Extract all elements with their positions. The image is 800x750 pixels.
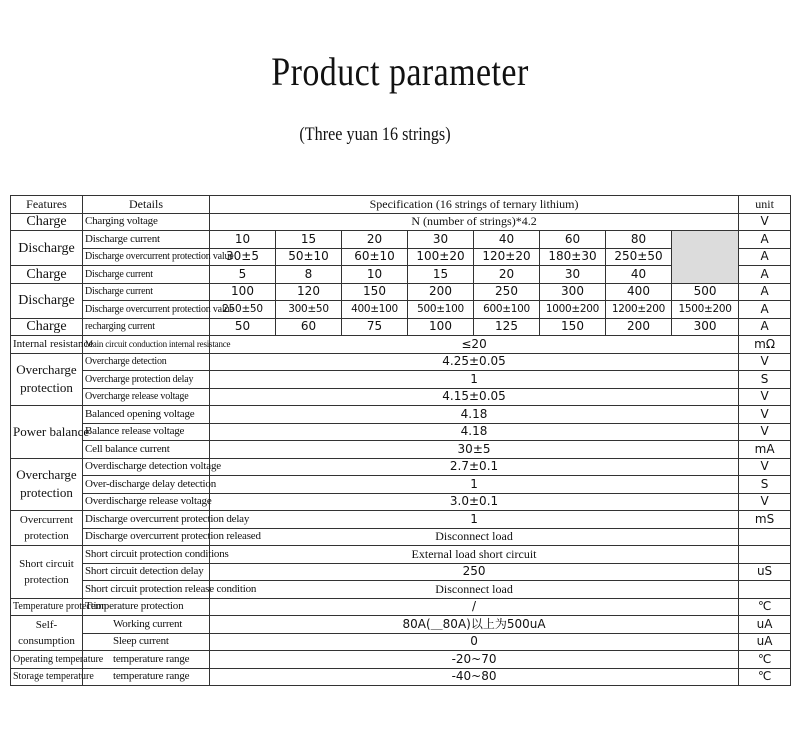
- unit-cell: [739, 581, 791, 599]
- value-cell: 5: [210, 266, 276, 284]
- detail-cell: Balance release voltage: [83, 423, 210, 441]
- value-cell: 300: [540, 283, 606, 301]
- feature-internal-resistance: Internal resistance: [11, 336, 83, 354]
- feature-charge: Charge: [11, 318, 83, 336]
- value-cell: 200: [408, 283, 474, 301]
- value-cell: 20: [342, 231, 408, 249]
- value-cell: 500: [672, 283, 739, 301]
- value-cell: 600±100: [474, 301, 540, 319]
- value-cell: 250±50: [606, 248, 672, 266]
- feature-self-consumption: Self-consumption: [11, 616, 83, 651]
- table-row: [11, 353, 791, 371]
- table-row: [11, 511, 791, 529]
- table-row: [11, 546, 791, 564]
- feature-charge: Charge: [11, 213, 83, 231]
- empty-shaded-cell: [672, 231, 739, 284]
- value-cell: 120: [276, 283, 342, 301]
- unit-cell: ℃: [739, 651, 791, 669]
- detail-cell: Temperature protection: [83, 598, 210, 616]
- value-cell: External load short circuit: [210, 546, 739, 564]
- value-cell: 150: [540, 318, 606, 336]
- table-row: [11, 406, 791, 424]
- value-cell: 250±50: [210, 301, 276, 319]
- value-cell: 400±100: [342, 301, 408, 319]
- table-row: [11, 283, 791, 301]
- feature-discharge: Discharge: [11, 283, 83, 318]
- table-row: [11, 598, 791, 616]
- value-cell: 250: [474, 283, 540, 301]
- detail-cell: Discharge overcurrent protection released: [83, 528, 210, 546]
- value-cell: 30: [540, 266, 606, 284]
- table-row: [11, 651, 791, 669]
- value-cell: /: [210, 598, 739, 616]
- value-cell: 1000±200: [540, 301, 606, 319]
- value-charging-voltage: N (number of strings)*4.2: [210, 213, 739, 231]
- detail-cell: temperature range: [83, 651, 210, 669]
- value-cell: 1: [210, 371, 739, 389]
- page-subtitle: (Three yuan 16 strings): [299, 124, 451, 145]
- table-row: [11, 528, 791, 546]
- table-row: [11, 493, 791, 511]
- unit-cell: A: [739, 248, 791, 266]
- detail-discharge-current: Discharge current: [83, 231, 210, 249]
- page-title: Product parameter: [271, 49, 529, 94]
- detail-cell: Cell balance current: [83, 441, 210, 459]
- table-row: [11, 301, 791, 319]
- unit-cell: V: [739, 493, 791, 511]
- unit-cell: uS: [739, 563, 791, 581]
- table-row: [11, 213, 791, 231]
- value-cell: 0: [210, 633, 739, 651]
- unit-cell: A: [739, 301, 791, 319]
- value-cell: 2.7±0.1: [210, 458, 739, 476]
- feature-power-balance: Power balance: [11, 406, 83, 459]
- detail-overcurrent-value: Discharge overcurrent protection value: [83, 301, 210, 319]
- table-row: [11, 423, 791, 441]
- value-cell: 15: [276, 231, 342, 249]
- value-cell: 100: [408, 318, 474, 336]
- value-cell: 1: [210, 476, 739, 494]
- detail-cell: Discharge overcurrent protection delay: [83, 511, 210, 529]
- value-cell: Disconnect load: [210, 528, 739, 546]
- feature-storage-temperature: Storage temperature: [11, 668, 83, 686]
- unit-cell: V: [739, 388, 791, 406]
- feature-operating-temperature: Operating temperature: [11, 651, 83, 669]
- header-details: Details: [83, 196, 210, 214]
- unit-cell: S: [739, 371, 791, 389]
- table-row: [11, 563, 791, 581]
- value-cell: 60±10: [342, 248, 408, 266]
- value-cell: 40: [474, 231, 540, 249]
- unit-cell: mS: [739, 511, 791, 529]
- table-row: [11, 476, 791, 494]
- unit-cell: mA: [739, 441, 791, 459]
- table-row: [11, 371, 791, 389]
- detail-cell: Balanced opening voltage: [83, 406, 210, 424]
- table-row: [11, 231, 791, 249]
- feature-short-circuit-protection: Short circuit protection: [11, 546, 83, 599]
- value-cell: 300: [672, 318, 739, 336]
- table-row: [11, 388, 791, 406]
- feature-discharge: Discharge: [11, 231, 83, 266]
- value-cell: 1: [210, 511, 739, 529]
- table-row: [11, 458, 791, 476]
- value-cell: 4.25±0.05: [210, 353, 739, 371]
- value-cell: 30: [408, 231, 474, 249]
- value-cell: 80: [606, 231, 672, 249]
- detail-cell: temperature range: [83, 668, 210, 686]
- detail-overcurrent-value: Discharge overcurrent protection value: [83, 248, 210, 266]
- unit-cell: A: [739, 266, 791, 284]
- value-cell: 80A(＿80A)以上为500uA: [210, 616, 739, 634]
- value-cell: 250: [210, 563, 739, 581]
- value-cell: 10: [210, 231, 276, 249]
- unit-cell: V: [739, 213, 791, 231]
- detail-cell: Working current: [83, 616, 210, 634]
- table-row: [11, 336, 791, 354]
- value-cell: 30±5: [210, 441, 739, 459]
- detail-cell: Sleep current: [83, 633, 210, 651]
- unit-cell: mΩ: [739, 336, 791, 354]
- feature-overcharge-protection: Overcharge protection: [11, 353, 83, 406]
- value-cell: 60: [540, 231, 606, 249]
- detail-recharging-current: recharging current: [83, 318, 210, 336]
- detail-cell: Overdischarge release voltage: [83, 493, 210, 511]
- detail-cell: Over-discharge delay detection: [83, 476, 210, 494]
- unit-cell: V: [739, 423, 791, 441]
- value-cell: 75: [342, 318, 408, 336]
- table-row: [11, 616, 791, 634]
- unit-cell: uA: [739, 616, 791, 634]
- unit-cell: [739, 546, 791, 564]
- table-row: [11, 581, 791, 599]
- value-cell: 150: [342, 283, 408, 301]
- detail-charge-current: Discharge current: [83, 266, 210, 284]
- feature-charge: Charge: [11, 266, 83, 284]
- value-cell: 4.18: [210, 423, 739, 441]
- detail-cell: Short circuit detection delay: [83, 563, 210, 581]
- value-cell: 10: [342, 266, 408, 284]
- value-cell: 400: [606, 283, 672, 301]
- value-cell: 180±30: [540, 248, 606, 266]
- value-internal-resistance: ≤20: [210, 336, 739, 354]
- feature-overdischarge-protection: Overcharge protection: [11, 458, 83, 511]
- unit-cell: [739, 528, 791, 546]
- value-cell: 40: [606, 266, 672, 284]
- value-cell: 1200±200: [606, 301, 672, 319]
- value-cell: 4.18: [210, 406, 739, 424]
- feature-overcurrent-protection: Overcurrent protection: [11, 511, 83, 546]
- value-cell: 120±20: [474, 248, 540, 266]
- value-cell: 4.15±0.05: [210, 388, 739, 406]
- table-row: [11, 441, 791, 459]
- detail-cell: Overcharge release voltage: [83, 388, 210, 406]
- value-cell: 15: [408, 266, 474, 284]
- unit-cell: S: [739, 476, 791, 494]
- spec-table: [10, 195, 791, 686]
- feature-temperature-protection: Temperature protection: [11, 598, 83, 616]
- table-row: [11, 318, 791, 336]
- unit-cell: A: [739, 231, 791, 249]
- unit-cell: V: [739, 353, 791, 371]
- value-cell: 50: [210, 318, 276, 336]
- unit-cell: A: [739, 318, 791, 336]
- header-unit: unit: [739, 196, 791, 214]
- detail-discharge-current: Discharge current: [83, 283, 210, 301]
- detail-cell: Overcharge protection delay: [83, 371, 210, 389]
- detail-internal-resistance: Main circuit conduction internal resistance: [83, 336, 210, 354]
- unit-cell: ℃: [739, 668, 791, 686]
- value-cell: 50±10: [276, 248, 342, 266]
- detail-cell: Overdischarge detection voltage: [83, 458, 210, 476]
- header-features: Features: [11, 196, 83, 214]
- value-cell: 100±20: [408, 248, 474, 266]
- value-cell: 300±50: [276, 301, 342, 319]
- value-cell: 200: [606, 318, 672, 336]
- value-cell: 30±5: [210, 248, 276, 266]
- value-cell: -40~80: [210, 668, 739, 686]
- value-cell: 1500±200: [672, 301, 739, 319]
- unit-cell: V: [739, 458, 791, 476]
- value-cell: -20~70: [210, 651, 739, 669]
- header-specification: Specification (16 strings of ternary lithium): [210, 196, 739, 214]
- value-cell: 60: [276, 318, 342, 336]
- table-header-row: [11, 196, 791, 214]
- value-cell: 20: [474, 266, 540, 284]
- detail-cell: Overcharge detection: [83, 353, 210, 371]
- value-cell: 8: [276, 266, 342, 284]
- unit-cell: uA: [739, 633, 791, 651]
- table-row: [11, 633, 791, 651]
- detail-cell: Short circuit protection release condition: [83, 581, 210, 599]
- value-cell: Disconnect load: [210, 581, 739, 599]
- detail-charging-voltage: Charging voltage: [83, 213, 210, 231]
- value-cell: 500±100: [408, 301, 474, 319]
- value-cell: 125: [474, 318, 540, 336]
- detail-cell: Short circuit protection conditions: [83, 546, 210, 564]
- table-row: [11, 668, 791, 686]
- unit-cell: ℃: [739, 598, 791, 616]
- unit-cell: A: [739, 283, 791, 301]
- value-cell: 100: [210, 283, 276, 301]
- unit-cell: V: [739, 406, 791, 424]
- value-cell: 3.0±0.1: [210, 493, 739, 511]
